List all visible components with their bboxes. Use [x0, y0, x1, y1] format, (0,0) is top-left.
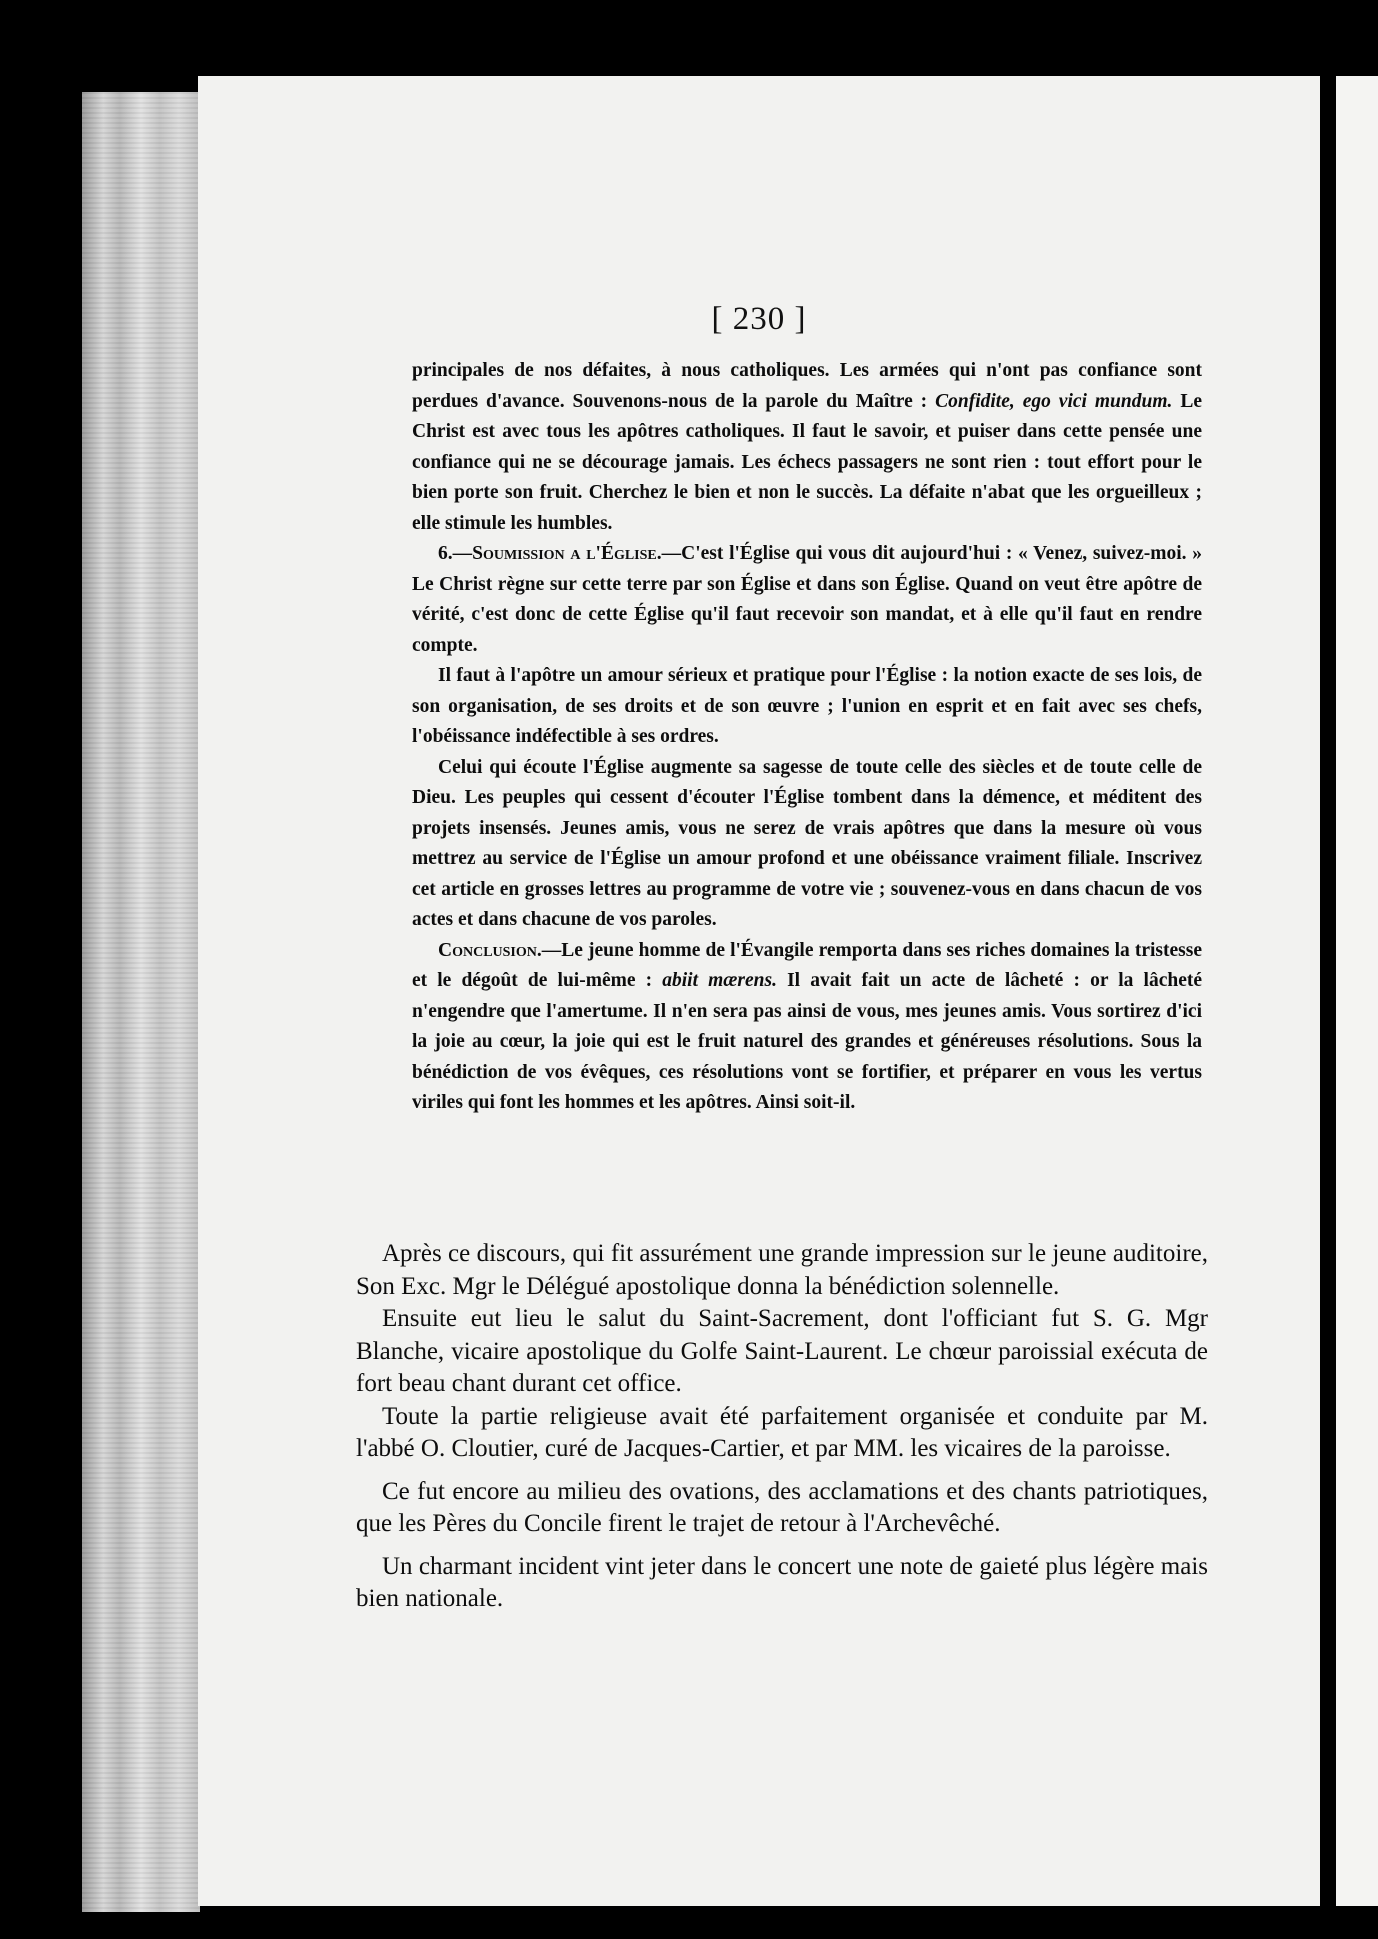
- narrative-paragraph-3: Toute la partie religieuse avait été parfaitement organisée et conduite par M. l'abbé O. Cloutier, curé de Jacques-Cartier, et par MM. les vicaires de la paroisse.: [356, 1402, 1208, 1462]
- book-binding-gutter: [82, 92, 200, 1912]
- conclusion-heading: Conclusion.: [438, 939, 542, 961]
- speech-continuation: principales de nos défaites, à nous catholiques. Les armées qui n'ont pas confiance sont perdues d'avance. Souvenons-nous de la parole du Maître :: [412, 360, 1202, 412]
- page-sheet: [198, 76, 1320, 1906]
- narrative-paragraph-5: Un charmant incident vint jeter dans le concert une note de gaieté plus légère mais bien nationale.: [356, 1552, 1208, 1612]
- section-6-heading: 6.—Soumission a l'Église.: [438, 543, 662, 564]
- conclusion-text-1: —Le jeune homme de l'Évangile remporta dans ses riches domaines la tristesse et le dégoût de lui-même :: [412, 939, 1202, 991]
- speech-paragraph-ecoute: Celui qui écoute l'Église augmente sa sagesse de toute celle des siècles et de toute celle de Dieu. Les peuples qui cessent d'écouter l'Église tombent dans la démence, et méditent des projets insensés. Jeunes amis, vous ne serez de vrais apôtres que dans la mesure où vous mettrez au service de l'Église un amour profond et une obéissance vraiment filiale. Inscrivez cet article en grosses lettres au programme de votre vie ; souvenez-vous en dans chacun de vos actes et dans chacune de vos paroles.: [412, 756, 1202, 930]
- speech-paragraph-notion: Il faut à l'apôtre un amour sérieux et pratique pour l'Église : la notion exacte de ses lois, de son organisation, de ses droits et de son œuvre ; l'union en esprit et en fait avec ses chefs, l'obéissance indéfectible à ses ordres.: [412, 665, 1202, 747]
- speech-conclusion: [412, 936, 1202, 1119]
- page-number: [ 230 ]: [711, 301, 807, 337]
- latin-quote-abiit: abiit mærens.: [662, 970, 777, 991]
- speech-text: [412, 356, 1202, 1119]
- section-6-text: —C'est l'Église qui vous dit aujourd'hui : « Venez, suivez-moi. » Le Christ règne sur cette terre par son Église et dans son Église. Quand on veut être apôtre de vérité, c'est donc de cette Église qu'il faut recevoir son mandat, et à elle qu'il faut en rendre compte.: [412, 543, 1203, 656]
- narrative-paragraph-1: Après ce discours, qui fit assurément une grande impression sur le jeune auditoire, Son Exc. Mgr le Délégué apostolique donna la bénédiction solennelle.: [356, 1240, 1208, 1300]
- facing-page-edge: [1336, 76, 1378, 1906]
- narrative-paragraph-4: Ce fut encore au milieu des ovations, des acclamations et des chants patriotiques, que les Pères du Concile firent le trajet de retour à l'Archevêché.: [356, 1477, 1208, 1537]
- latin-quote-confidite: Confidite, ego vici mundum.: [935, 390, 1173, 412]
- speech-continuation-2: Le Christ est avec tous les apôtres catholiques. Il faut le savoir, et puiser dans cette pensée une confiance qui ne se décourage jamais. Les échecs passagers ne sont rien : tout effort pour le bien porte son fruit. Cherchez le bien et non le succès. La défaite n'abat que les orgueilleux ; elle stimule les humbles.: [412, 390, 1203, 534]
- conclusion-text-2: Il avait fait un acte de lâcheté : or la lâcheté n'engendre que l'amertume. Il n'en sera pas ainsi de vous, mes jeunes amis. Vous sortirez d'ici la joie au cœur, la joie qui est le fruit naturel des grandes et généreuses résolutions. Sous la bénédiction de vos évêques, ces résolutions vont se fortifier, et préparer en vous les vertus viriles qui font les hommes et les apôtres. Ainsi soit-il.: [412, 970, 1203, 1113]
- narrative-text: [356, 1238, 1208, 1616]
- speech-section-6: [412, 539, 1202, 661]
- speech-paragraph-confidence: [412, 356, 1202, 539]
- narrative-paragraph-2: Ensuite eut lieu le salut du Saint-Sacrement, dont l'officiant fut S. G. Mgr Blanche, vicaire apostolique du Golfe Saint-Laurent. Le chœur paroissial exécuta de fort beau chant durant cet office.: [356, 1305, 1208, 1397]
